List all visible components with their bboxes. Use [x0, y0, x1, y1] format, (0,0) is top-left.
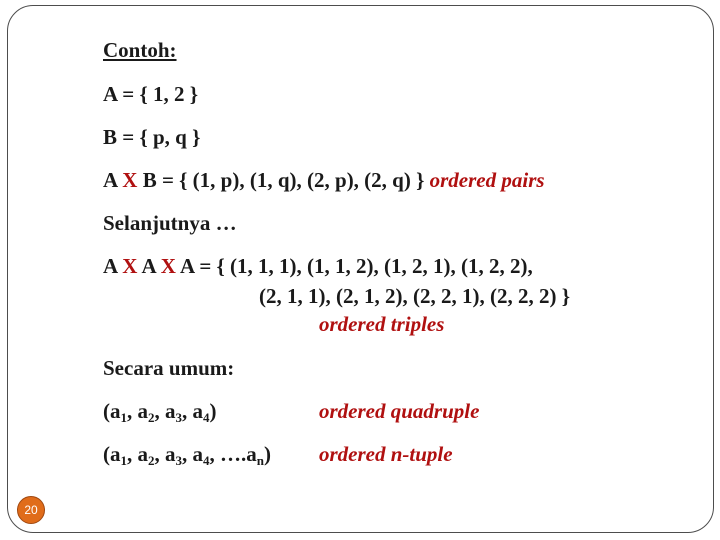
- triple-a2: A: [137, 254, 161, 278]
- ntuple-part: (a: [103, 442, 121, 466]
- ntuple-subscript: 1: [120, 453, 127, 468]
- triple-a1: A: [103, 254, 123, 278]
- quad-subscript: 3: [175, 410, 182, 425]
- ordered-quadruple-note: ordered quadruple: [319, 399, 480, 423]
- quad-subscript: 2: [148, 410, 155, 425]
- slide-title: Contoh:: [103, 38, 177, 62]
- quad-subscript: 4: [203, 410, 210, 425]
- ntuple-subscript: 2: [148, 453, 155, 468]
- general-heading: Secara umum:: [103, 356, 235, 380]
- ntuple-part: , a: [127, 442, 148, 466]
- ordered-pairs-note: ordered pairs: [429, 168, 545, 192]
- triple-x1-operator: X: [122, 254, 138, 278]
- ntuple-part: , a: [154, 442, 176, 466]
- cartesian-product-line: [103, 168, 545, 192]
- ordered-n-tuple-note: ordered n-tuple: [319, 442, 453, 466]
- page-number-badge: 20: [17, 496, 45, 524]
- triple-result-part2: (2, 1, 1), (2, 1, 2), (2, 2, 1), (2, 2, 2) }: [259, 284, 570, 308]
- triple-x2-operator: X: [160, 254, 176, 278]
- next-heading: Selanjutnya …: [103, 211, 237, 235]
- quad-part: ): [209, 399, 217, 423]
- quad-part: , a: [154, 399, 176, 423]
- n-tuple: [103, 442, 271, 466]
- quad-part: , a: [182, 399, 203, 423]
- quad-part: , a: [127, 399, 148, 423]
- product-a: A: [103, 168, 123, 192]
- set-b-definition: B = { p, q }: [103, 125, 201, 149]
- triple-result-part1: A = { (1, 1, 1), (1, 1, 2), (1, 2, 1), (1, 2, 2),: [175, 254, 533, 278]
- ordered-triples-note: ordered triples: [319, 312, 445, 336]
- triple-product-line: [103, 254, 533, 278]
- product-x-operator: X: [122, 168, 138, 192]
- set-a-definition: A = { 1, 2 }: [103, 82, 199, 106]
- ntuple-subscript: n: [256, 453, 264, 468]
- quad-subscript: 1: [120, 410, 127, 425]
- ntuple-part: ): [263, 442, 271, 466]
- product-result: B = { (1, p), (1, q), (2, p), (2, q) }: [137, 168, 430, 192]
- ntuple-subscript: 4: [203, 453, 210, 468]
- ntuple-subscript: 3: [175, 453, 182, 468]
- ntuple-part: , a: [182, 442, 203, 466]
- ntuple-part: , ….a: [209, 442, 257, 466]
- quad-part: (a: [103, 399, 121, 423]
- quadruple-tuple: [103, 399, 217, 423]
